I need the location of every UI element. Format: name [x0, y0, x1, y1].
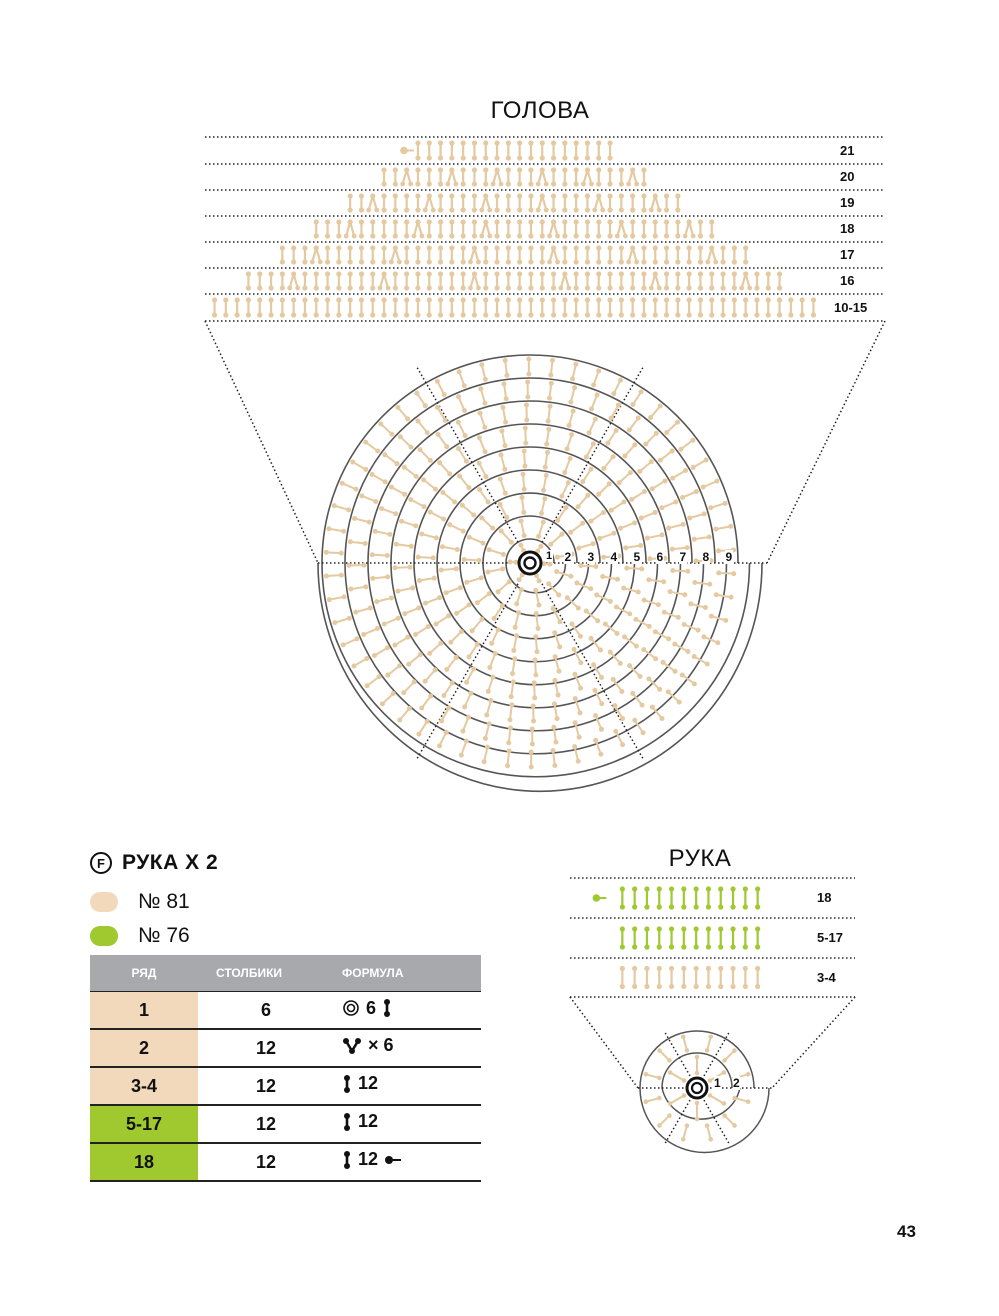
stitch-sc	[743, 926, 748, 949]
formula-text: 12	[358, 1073, 379, 1094]
stitch-sc	[718, 926, 723, 949]
arm-sector-line	[664, 1100, 690, 1145]
stitch-sc	[669, 966, 674, 989]
round-number: 3	[587, 550, 595, 564]
arm-round-stitch	[668, 1093, 686, 1106]
head-row-label: 20	[840, 169, 855, 184]
stitch-sc	[632, 966, 637, 989]
arm-row-label: 3-4	[817, 969, 836, 985]
row-number: 5-17	[90, 1105, 198, 1143]
stitch-sc	[681, 886, 686, 909]
formula-text: × 6	[368, 1035, 394, 1056]
stitch-sc	[706, 926, 711, 949]
row-number: 3-4	[90, 1067, 198, 1105]
head-row-label: 18	[840, 221, 855, 236]
stitch-sc	[620, 886, 625, 909]
arm-row-label: 5-17	[817, 930, 844, 945]
stitch-sc	[730, 886, 735, 909]
head-row-label: 21	[840, 142, 855, 158]
formula-text: 12	[358, 1149, 379, 1170]
formula-text: 12	[358, 1111, 379, 1132]
round-number: 2	[564, 550, 572, 564]
arm-round-stitch	[722, 1048, 736, 1062]
stitch-sc	[694, 966, 699, 989]
stitch-sc	[620, 926, 625, 949]
arm-round-stitch	[681, 1123, 689, 1141]
yarn-name: № 81	[138, 890, 190, 913]
head-row-label: 10-15	[834, 299, 868, 315]
arm-round-stitch	[732, 1096, 750, 1104]
arm-round-number: 2	[733, 1076, 740, 1090]
arm-stitch-row	[593, 886, 761, 909]
stitch-count: 6	[198, 992, 334, 1030]
row-number: 2	[90, 1029, 198, 1067]
stitch-sc	[657, 926, 662, 949]
arm-chart-title: РУКА	[668, 845, 732, 872]
arm-round-stitch	[708, 1093, 726, 1106]
stitch-sc	[706, 886, 711, 909]
head-chart-title: ГОЛОВА	[490, 97, 590, 124]
stitch-count: 12	[198, 1067, 334, 1105]
stitch-sc	[706, 966, 711, 989]
arm-stitch-row	[620, 966, 761, 989]
arm-round-stitch	[644, 1096, 662, 1104]
stitch-slip	[593, 894, 607, 902]
stitch-sc	[730, 966, 735, 989]
head-row-label: 17	[840, 247, 855, 262]
stitch-sc	[657, 886, 662, 909]
stitch-sc	[681, 966, 686, 989]
stitch-sc	[755, 926, 760, 949]
stitch-sc	[644, 886, 649, 909]
arm-round-stitch	[657, 1048, 671, 1062]
stitch-sc	[718, 966, 723, 989]
round-number: 1	[546, 550, 553, 562]
stitch-count: 12	[198, 1105, 334, 1143]
round-number: 4	[610, 550, 618, 564]
arm-heading: РУКА Х 2	[122, 851, 219, 874]
stitch-sc	[644, 926, 649, 949]
stitch-count: 12	[198, 1029, 334, 1067]
stitch-sc	[632, 886, 637, 909]
round-number: 6	[656, 550, 664, 564]
arm-stitch-row	[620, 926, 761, 949]
head-row-label: 19	[840, 195, 855, 210]
stitch-sc	[730, 926, 735, 949]
arm-round-stitch	[681, 1035, 689, 1053]
round-number: 8	[702, 550, 710, 564]
head-row-label: 16	[840, 273, 855, 288]
arm-round-number: 1	[714, 1076, 721, 1090]
round-number: 5	[633, 550, 641, 564]
yarn-name: № 76	[138, 924, 190, 947]
arm-round-stitch	[695, 1101, 700, 1122]
funnel-left	[570, 997, 638, 1088]
header-formula: ФОРМУЛА	[334, 955, 481, 992]
stitch-sc	[620, 966, 625, 989]
arm-round-stitch	[705, 1035, 713, 1053]
arm-row-label: 18	[817, 890, 832, 905]
arm-round-stitch	[722, 1113, 736, 1127]
stitch-sc	[669, 886, 674, 909]
arm-sector-line	[704, 1100, 730, 1145]
formula-text: 6	[366, 997, 377, 1018]
header-count: СТОЛБИКИ	[198, 955, 334, 992]
header-row: РЯД	[90, 955, 198, 992]
funnel-right	[772, 997, 855, 1088]
stitch-sc	[743, 966, 748, 989]
round-number: 9	[725, 550, 733, 564]
stitch-sc	[657, 966, 662, 989]
stitch-sc	[718, 886, 723, 909]
magic-ring-icon	[687, 1078, 707, 1098]
stitch-sc	[743, 886, 748, 909]
round-number: 7	[679, 550, 687, 564]
arm-round-stitch	[705, 1123, 713, 1141]
stitch-sc	[694, 886, 699, 909]
stitch-sc	[669, 926, 674, 949]
stitch-sc	[694, 926, 699, 949]
stitch-count: 12	[198, 1143, 334, 1181]
arm-round-stitch	[657, 1113, 671, 1127]
row-number: 18	[90, 1143, 198, 1181]
stitch-sc	[755, 966, 760, 989]
arm-round-stitch	[644, 1072, 662, 1080]
page-number: 43	[897, 1222, 916, 1241]
arm-round-stitch	[668, 1070, 686, 1083]
row-number: 1	[90, 992, 198, 1030]
section-letter-icon: F	[90, 852, 112, 874]
stitch-sc	[681, 926, 686, 949]
arm-round-stitch	[695, 1055, 700, 1076]
stitch-sc	[632, 926, 637, 949]
stitch-sc	[755, 886, 760, 909]
stitch-sc	[644, 966, 649, 989]
